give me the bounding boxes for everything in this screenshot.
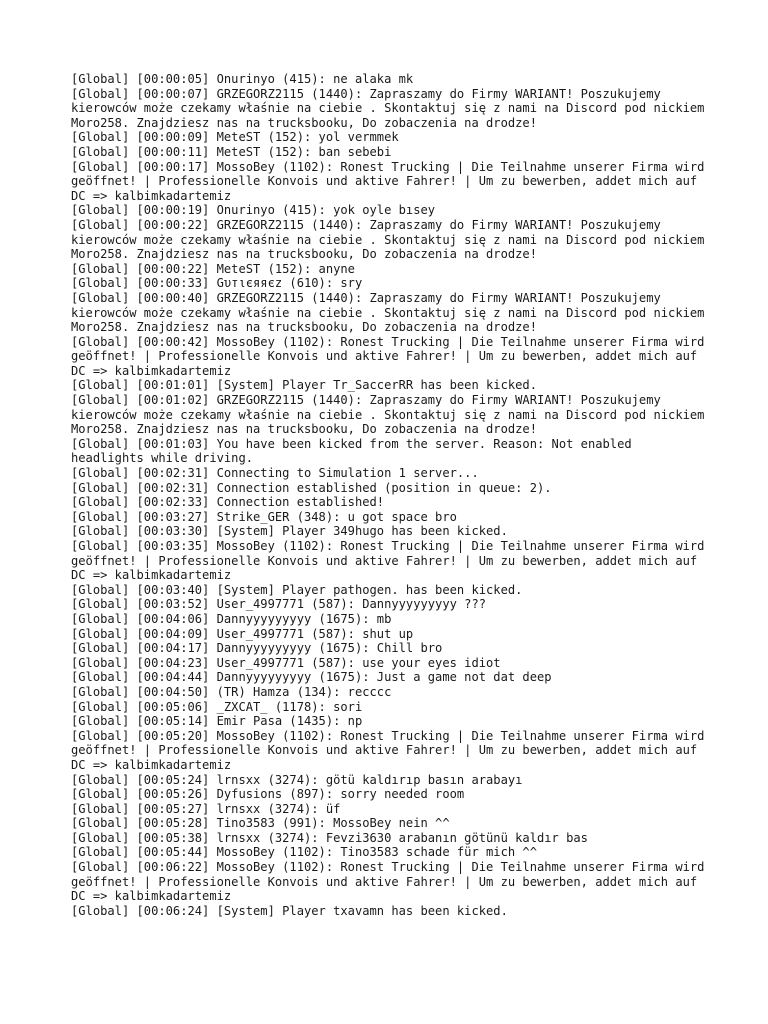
log-line: [Global] [00:00:40] GRZEGORZ2115 (1440): Zapraszamy do Firmy WARIANT! Poszukujemy kierowców może czekamy właśnie na ciebie . Skontaktuj się z nami na Discord pod nickiem Moro258. Znajdziesz nas na trucksbooku, Do zobaczenia na drodze!	[71, 290, 712, 335]
log-line: [Global] [00:00:09] MeteST (152): yol vermmek	[71, 130, 399, 145]
log-line: [Global] [00:01:03] You have been kicked from the server. Reason: Not enabled headlights while driving.	[71, 436, 639, 466]
log-line: [Global] [00:05:06] _ZXCAT_ (1178): sori	[71, 699, 363, 714]
log-line: [Global] [00:01:01] [System] Player Tr_SaccerRR has been kicked.	[71, 378, 537, 393]
log-line: [Global] [00:05:24] lrnsxx (3274): götü kaldırıp basın arabayı	[71, 772, 523, 787]
log-line: [Global] [00:02:31] Connection established (position in queue: 2).	[71, 480, 552, 495]
log-line: [Global] [00:05:27] lrnsxx (3274): üf	[71, 801, 341, 816]
log-line: [Global] [00:00:07] GRZEGORZ2115 (1440): Zapraszamy do Firmy WARIANT! Poszukujemy kierowców może czekamy właśnie na ciebie . Skontaktuj się z nami na Discord pod nickiem Moro258. Znajdziesz nas na trucksbooku, Do zobaczenia na drodze!	[71, 86, 712, 130]
log-line: [Global] [00:04:50] (TR) Hamza (134): recccc	[71, 684, 392, 699]
log-line: [Global] [00:01:02] GRZEGORZ2115 (1440): Zapraszamy do Firmy WARIANT! Poszukujemy kierowców może czekamy właśnie na ciebie . Skontaktuj się z nami na Discord pod nickiem Moro258. Znajdziesz nas na trucksbooku, Do zobaczenia na drodze!	[71, 393, 712, 437]
log-line: [Global] [00:04:06] Dannyyyyyyyyy (1675): mb	[71, 611, 392, 626]
log-line: [Global] [00:03:27] Strike_GER (348): u got space bro	[71, 509, 457, 524]
log-line: [Global] [00:05:20] MossoBey (1102): Ronest Trucking | Die Teilnahme unserer Firma wird geöffnet! | Professionelle Konvois und aktive Fahrer! | Um zu bewerben, addet mich auf DC => kalbimkadartemiz	[71, 728, 712, 772]
log-line: [Global] [00:00:17] MossoBey (1102): Ronest Trucking | Die Teilnahme unserer Firma wird geöffnet! | Professionelle Konvois und aktive Fahrer! | Um zu bewerben, addet mich auf DC => kalbimkadartemiz	[71, 159, 712, 203]
log-line: [Global] [00:00:22] MeteST (152): anyne	[71, 261, 355, 276]
log-line: [Global] [00:05:38] lrnsxx (3274): Fevzi3630 arabanın götünü kaldır bas	[71, 830, 588, 845]
log-line: [Global] [00:03:35] MossoBey (1102): Ronest Trucking | Die Teilnahme unserer Firma wird geöffnet! | Professionelle Konvois und aktive Fahrer! | Um zu bewerben, addet mich auf DC => kalbimkadartemiz	[71, 539, 712, 583]
log-line: [Global] [00:00:22] GRZEGORZ2115 (1440): Zapraszamy do Firmy WARIANT! Poszukujemy kierowców może czekamy właśnie na ciebie . Skontaktuj się z nami na Discord pod nickiem Moro258. Znajdziesz nas na trucksbooku, Do zobaczenia na drodze!	[71, 217, 712, 262]
log-line: [Global] [00:05:14] Emir Pasa (1435): np	[71, 714, 363, 729]
log-line: [Global] [00:00:05] Onurinyo (415): ne alaka mk	[71, 72, 414, 86]
log-line: [Global] [00:03:52] User_4997771 (587): Dannyyyyyyyyy ???	[71, 597, 487, 612]
log-line: [Global] [00:04:17] Dannyyyyyyyyy (1675): Chill bro	[71, 641, 443, 656]
log-line: [Global] [00:00:19] Onurinyo (415): yok oyle bısey	[71, 203, 436, 218]
log-line: [Global] [00:05:28] Tino3583 (991): MossoBey nein ^^	[71, 816, 450, 831]
log-line: [Global] [00:04:23] User_4997771 (587): use your eyes idiot	[71, 655, 501, 670]
log-line: [Global] [00:04:44] Dannyyyyyyyyy (1675): Just a game not dat deep	[71, 670, 552, 685]
log-line: [Global] [00:04:09] User_4997771 (587): shut up	[71, 626, 414, 641]
log-line: [Global] [00:06:22] MossoBey (1102): Ronest Trucking | Die Teilnahme unserer Firma wird geöffnet! | Professionelle Konvois und aktive Fahrer! | Um zu bewerben, addet mich auf DC => kalbimkadartemiz	[71, 860, 712, 904]
log-line: [Global] [00:00:42] MossoBey (1102): Ronest Trucking | Die Teilnahme unserer Firma wird geöffnet! | Professionelle Konvois und aktive Fahrer! | Um zu bewerben, addet mich auf DC => kalbimkadartemiz	[71, 334, 712, 378]
log-line: [Global] [00:06:24] [System] Player txavamn has been kicked.	[71, 903, 508, 918]
log-line: [Global] [00:00:33] Gυтιєяяєz (610): sry	[71, 276, 363, 291]
log-line: [Global] [00:02:33] Connection established!	[71, 495, 385, 510]
log-line: [Global] [00:02:31] Connecting to Simulation 1 server...	[71, 466, 479, 481]
log-line: [Global] [00:03:40] [System] Player pathogen. has been kicked.	[71, 582, 523, 597]
chat-log	[71, 72, 711, 918]
log-line: [Global] [00:03:30] [System] Player 349hugo has been kicked.	[71, 524, 508, 539]
log-line: [Global] [00:00:11] MeteST (152): ban sebebi	[71, 144, 392, 159]
log-line: [Global] [00:05:26] Dyfusions (897): sorry needed room	[71, 787, 465, 802]
log-line: [Global] [00:05:44] MossoBey (1102): Tino3583 schade für mich ^^	[71, 845, 537, 860]
